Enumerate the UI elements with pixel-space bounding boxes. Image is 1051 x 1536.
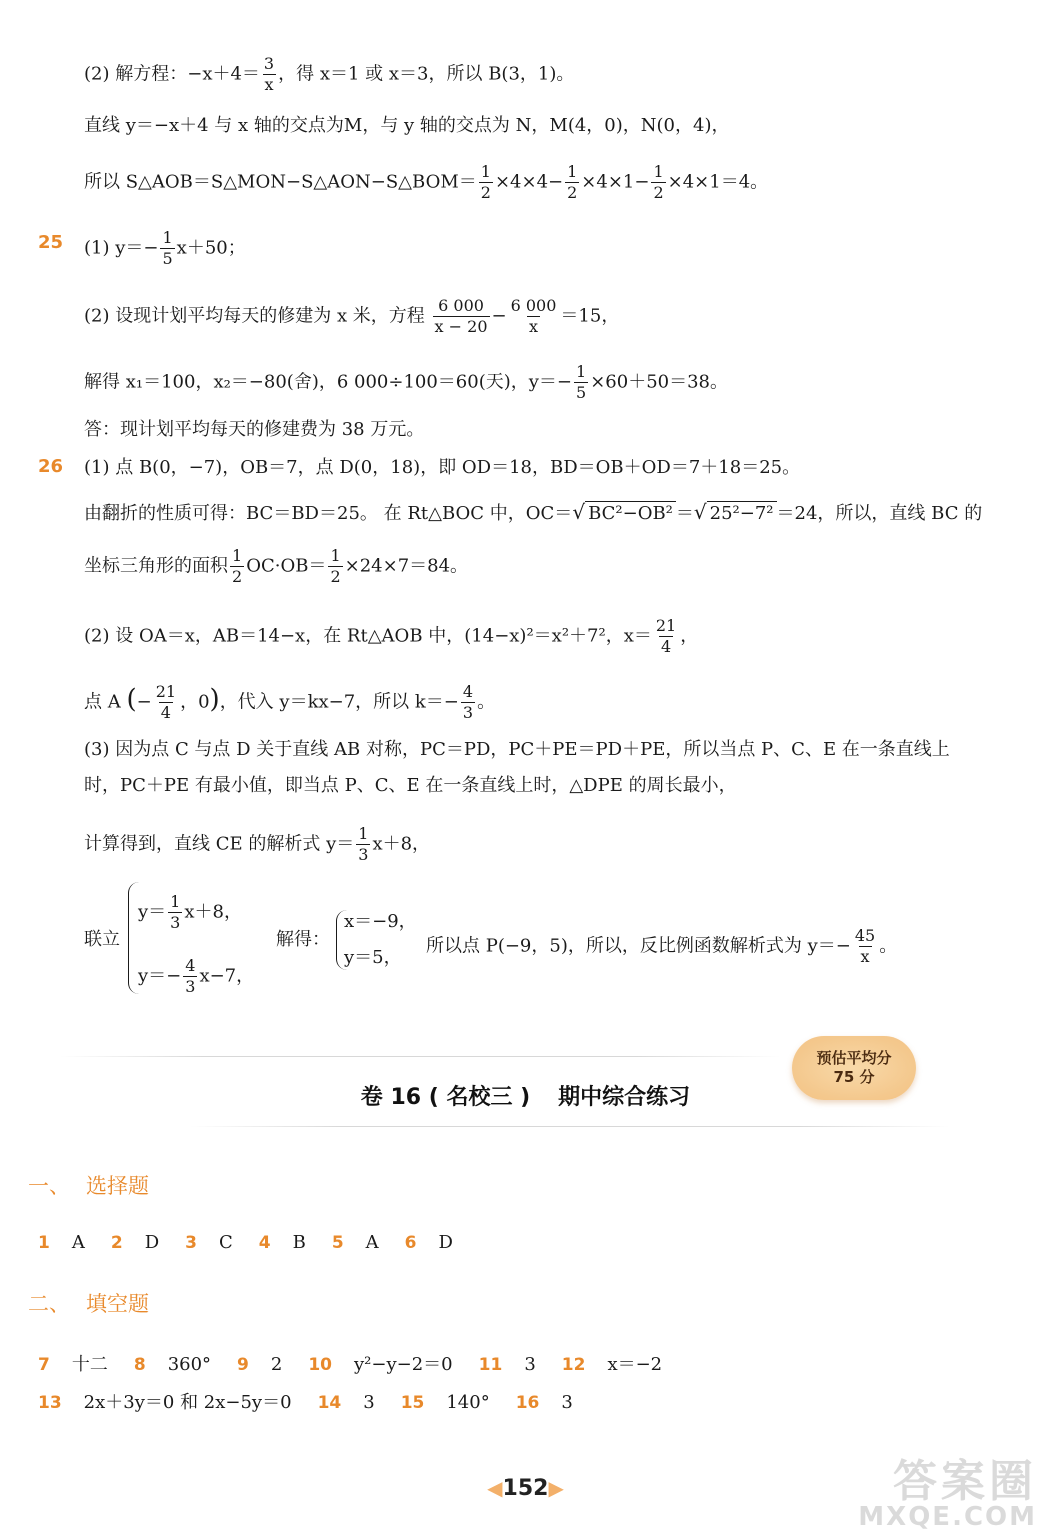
solution-y: y＝5，	[344, 947, 402, 968]
q25-p1-lead: (1) y＝−	[84, 237, 159, 259]
q25-solve-line	[84, 364, 728, 401]
page-arrow-right-icon: ▶	[548, 1476, 564, 1500]
badge-line2: 75 分	[833, 1068, 875, 1086]
sqrt-symbol: √	[572, 500, 586, 524]
q26-part3-line1: (3) 因为点 C 与点 D 关于直线 AB 对称，PC＝PD，PC＋PE＝PD＋PE，所以当点 P、C、E 在一条直线上	[84, 739, 950, 760]
q24-p2-tail: ，得 x＝1 或 x＝3，所以 B(3，1)。	[278, 63, 575, 85]
q26-p1c-mid: OC·OB＝	[246, 555, 327, 577]
frac-num: 1	[576, 362, 587, 381]
sys-e2-lead: y＝−	[138, 965, 182, 987]
frac-num: 6 000	[438, 296, 484, 315]
frac-den: 2	[567, 183, 578, 202]
frac-num: 4	[462, 682, 474, 701]
section-choice	[28, 1170, 149, 1200]
frac-num: 3	[263, 54, 275, 73]
answer-value: A	[71, 1232, 85, 1253]
sys-e2-tail: x−7，	[199, 965, 255, 987]
frac-den: 3	[462, 703, 474, 722]
frac-6000-over-x	[509, 298, 559, 335]
divider-top	[60, 1056, 780, 1057]
answer-number: 2	[110, 1233, 123, 1253]
frac-half-5	[328, 548, 342, 585]
section-fill-num: 二、	[28, 1292, 70, 1316]
q26-p2-tail: ，	[680, 625, 699, 647]
frac-half-4	[230, 548, 244, 585]
q24-area-line	[84, 164, 768, 201]
q25-p2-minus: −	[491, 305, 507, 327]
frac-den: x − 20	[434, 317, 488, 336]
q26-p2-lead: (2) 设 OA＝x，AB＝14−x，在 Rt△AOB 中，(14−x)²＝x²＋7²，x＝	[84, 625, 652, 647]
frac-num: 1	[480, 162, 491, 181]
answer-number: 5	[331, 1233, 344, 1253]
paper-title	[0, 1080, 1051, 1111]
answer-number: 16	[515, 1393, 540, 1413]
answer-value: 2x＋3y＝0 和 2x−5y＝0	[83, 1392, 292, 1413]
frac-den: 2	[480, 183, 491, 202]
frac-num: 1	[162, 228, 173, 247]
answer-number: 1	[38, 1233, 50, 1253]
answer-value: 2	[270, 1354, 283, 1375]
q25-answer: 答：现计划平均每天的修建费为 38 万元。	[84, 419, 425, 440]
system-label: 联立	[84, 929, 120, 950]
frac-21-over-4-b	[154, 684, 178, 721]
q26-p2b-mid: ，代入 y＝kx−7，所以 k＝−	[219, 691, 459, 713]
watermark-line1: 答案圈	[893, 1456, 1037, 1507]
q26-p1c-lead: 坐标三角形的面积	[84, 555, 228, 577]
q26-p3-l3-lead: 计算得到，直线 CE 的解析式 y＝	[84, 833, 355, 855]
answer-number: 13	[38, 1393, 62, 1413]
sqrt-radicand-2: 25²−7²	[707, 501, 777, 526]
frac-num: 45	[854, 926, 876, 945]
q26-part2-line	[84, 618, 698, 655]
solve-label: 解得：	[276, 929, 330, 950]
answer-number: 4	[258, 1233, 271, 1253]
frac-num: 21	[655, 616, 677, 635]
answer-number: 7	[38, 1355, 50, 1375]
answer-value: D	[144, 1232, 160, 1253]
frac-den: 5	[576, 383, 587, 402]
frac-num: 1	[232, 546, 243, 565]
page-number-text: 152	[502, 1476, 549, 1501]
watermark-line2: MXQE.COM	[858, 1502, 1037, 1532]
paper-title-volume: 卷 16 ( 名校三 )	[360, 1085, 531, 1110]
answer-value: 140°	[446, 1392, 490, 1413]
sqrt-radicand-1: BC²−OB²	[585, 501, 676, 526]
frac-num: 21	[155, 682, 177, 701]
frac-num: 1	[653, 162, 664, 181]
q25-p2-lead: (2) 设现计划平均每天的修建为 x 米，方程	[84, 305, 425, 327]
answer-number: 15	[400, 1393, 425, 1413]
frac-den: 3	[170, 913, 181, 932]
q25-solve-tail: ×60＋50＝38。	[590, 371, 728, 393]
frac-den: x	[264, 75, 274, 94]
answer-number: 11	[478, 1355, 503, 1375]
q26-p1b-tail: ＝24，所以，直线 BC 的	[776, 503, 983, 524]
q25-solve-lead: 解得 x₁＝100，x₂＝−80(舍)，6 000÷100＝60(天)，y＝−	[84, 371, 573, 393]
frac-den: 3	[185, 977, 196, 996]
answer-number: 6	[404, 1233, 417, 1253]
page-arrow-left-icon: ◀	[487, 1476, 503, 1500]
q26-part3-line2: 时，PC＋PE 有最小值，即当点 P、C、E 在一条直线上时，△DPE 的周长最小，	[84, 775, 737, 796]
answer-value: 3	[363, 1392, 375, 1413]
system-eq2	[138, 958, 254, 995]
sqrt-symbol: √	[693, 500, 707, 524]
q25-p2-tail: ＝15，	[560, 305, 620, 327]
frac-den: 2	[330, 567, 341, 586]
q26-concl-end: 。	[879, 935, 898, 957]
frac-21-over-4	[654, 618, 678, 655]
sys-e1-tail: x＋8，	[184, 901, 242, 923]
q24-line2: 直线 y＝−x＋4 与 x 轴的交点为M，与 y 轴的交点为 N，M(4，0)，N(0，4)，	[84, 115, 730, 136]
q25-part2-line	[84, 298, 619, 335]
q26-p1b-lead: 由翻折的性质可得：BC＝BD＝25。 在 Rt△BOC 中，OC＝	[84, 503, 573, 524]
answer-number: 9	[237, 1355, 249, 1375]
answer-number: 3	[185, 1233, 197, 1253]
q24-p2-expr: x＋4＝	[202, 63, 260, 85]
frac-num: 1	[358, 824, 369, 843]
q26-part1-line: (1) 点 B(0，−7)，OB＝7，点 D(0，18)，即 OD＝18，BD＝OB＋OD＝7＋18＝25。	[84, 457, 801, 478]
frac-num: 1	[567, 162, 578, 181]
frac-half-3	[651, 164, 665, 201]
frac-den: x	[860, 947, 870, 966]
paren-left: (	[126, 684, 137, 715]
frac-den: 3	[358, 845, 369, 864]
frac-sys-2	[183, 958, 197, 995]
answer-number: 10	[308, 1355, 333, 1375]
frac-den: x	[529, 317, 539, 336]
fill-answers-row-1	[38, 1350, 688, 1376]
q26-p3-l3-tail: x＋8，	[372, 833, 431, 855]
paren-right: )	[209, 684, 220, 715]
watermark-logo	[858, 1456, 1037, 1532]
q24-area-t2: ×4×1−	[581, 171, 650, 193]
frac-num: 6 000	[510, 296, 557, 315]
answer-number: 14	[317, 1393, 342, 1413]
answer-number: 12	[561, 1355, 586, 1375]
frac-den: 2	[653, 183, 664, 202]
frac-one-third	[356, 826, 370, 863]
q26-p1b-eq: ＝	[675, 503, 694, 524]
frac-den: 4	[660, 637, 672, 656]
frac-half-2	[565, 164, 579, 201]
frac-4-over-3	[461, 684, 475, 721]
section-choice-num: 一、	[28, 1174, 70, 1198]
frac-sys-1	[168, 894, 182, 931]
q24-area-lead: 所以 S△AOB＝S△MON−S△AON−S△BOM＝	[84, 171, 477, 193]
frac-den: 5	[162, 249, 173, 268]
q24-part2-line	[84, 56, 574, 93]
frac-half-1	[479, 164, 493, 201]
q26-part1c-line	[84, 548, 468, 585]
q25-p1-tail: x＋50；	[176, 237, 246, 259]
frac-den: 2	[232, 567, 243, 586]
badge-line1: 预估平均分	[816, 1049, 892, 1067]
frac-6000-over-x-20	[433, 298, 490, 335]
q26-p2b-lead: 点 A	[84, 691, 121, 713]
point-minus: −	[136, 691, 152, 713]
q25-part1-line	[84, 230, 246, 267]
q24-area-t3: ×4×1＝4。	[667, 171, 769, 193]
point-tail: ，0	[180, 691, 210, 713]
q26-part3-line3	[84, 826, 430, 863]
answer-value: y²−y−2＝0	[354, 1354, 453, 1375]
frac-3-over-x	[262, 56, 276, 93]
frac-num: 1	[330, 546, 341, 565]
q24-area-t1: ×4×4−	[494, 171, 564, 193]
question-number-25: 25	[38, 232, 64, 253]
frac-den: 4	[160, 703, 171, 722]
answer-value: 360°	[167, 1354, 212, 1375]
section-fill-label: 填空题	[86, 1292, 149, 1316]
section-choice-label: 选择题	[86, 1174, 149, 1198]
frac-one-fifth-2	[574, 364, 588, 401]
answer-value: 十二	[71, 1354, 108, 1375]
paper-title-name: 期中综合练习	[558, 1085, 691, 1110]
fill-answers-row-2	[38, 1388, 599, 1414]
answer-value: D	[438, 1232, 453, 1253]
q26-part1b-line	[84, 500, 982, 526]
answer-value: A	[365, 1232, 379, 1253]
frac-num: 4	[185, 956, 196, 975]
frac-one-fifth	[160, 230, 174, 267]
section-fill	[28, 1288, 149, 1318]
frac-num: 1	[170, 892, 181, 911]
question-number-26: 26	[38, 456, 64, 477]
q26-conclusion	[426, 928, 897, 965]
solution-x: x＝−9，	[344, 911, 417, 932]
system-eq1	[138, 894, 242, 931]
answer-value: 3	[524, 1354, 536, 1375]
answer-number: 8	[133, 1355, 146, 1375]
q24-p2-lead: (2) 解方程：−	[84, 63, 203, 85]
q26-p2b-end: 。	[477, 691, 496, 713]
answer-value: B	[292, 1232, 306, 1253]
answer-value: 3	[561, 1392, 573, 1413]
q26-p1c-tail: ×24×7＝84。	[344, 555, 469, 577]
sys-e1-lead: y＝	[138, 901, 167, 923]
answer-value: x＝−2	[607, 1354, 663, 1375]
q26-part2b-line	[84, 684, 495, 721]
q26-concl-lead: 所以点 P(−9，5)，所以，反比例函数解析式为 y＝−	[426, 935, 851, 957]
answer-value: C	[218, 1232, 233, 1253]
divider-bottom	[190, 1126, 950, 1127]
choice-answers-row	[38, 1232, 479, 1253]
frac-45-over-x	[853, 928, 877, 965]
